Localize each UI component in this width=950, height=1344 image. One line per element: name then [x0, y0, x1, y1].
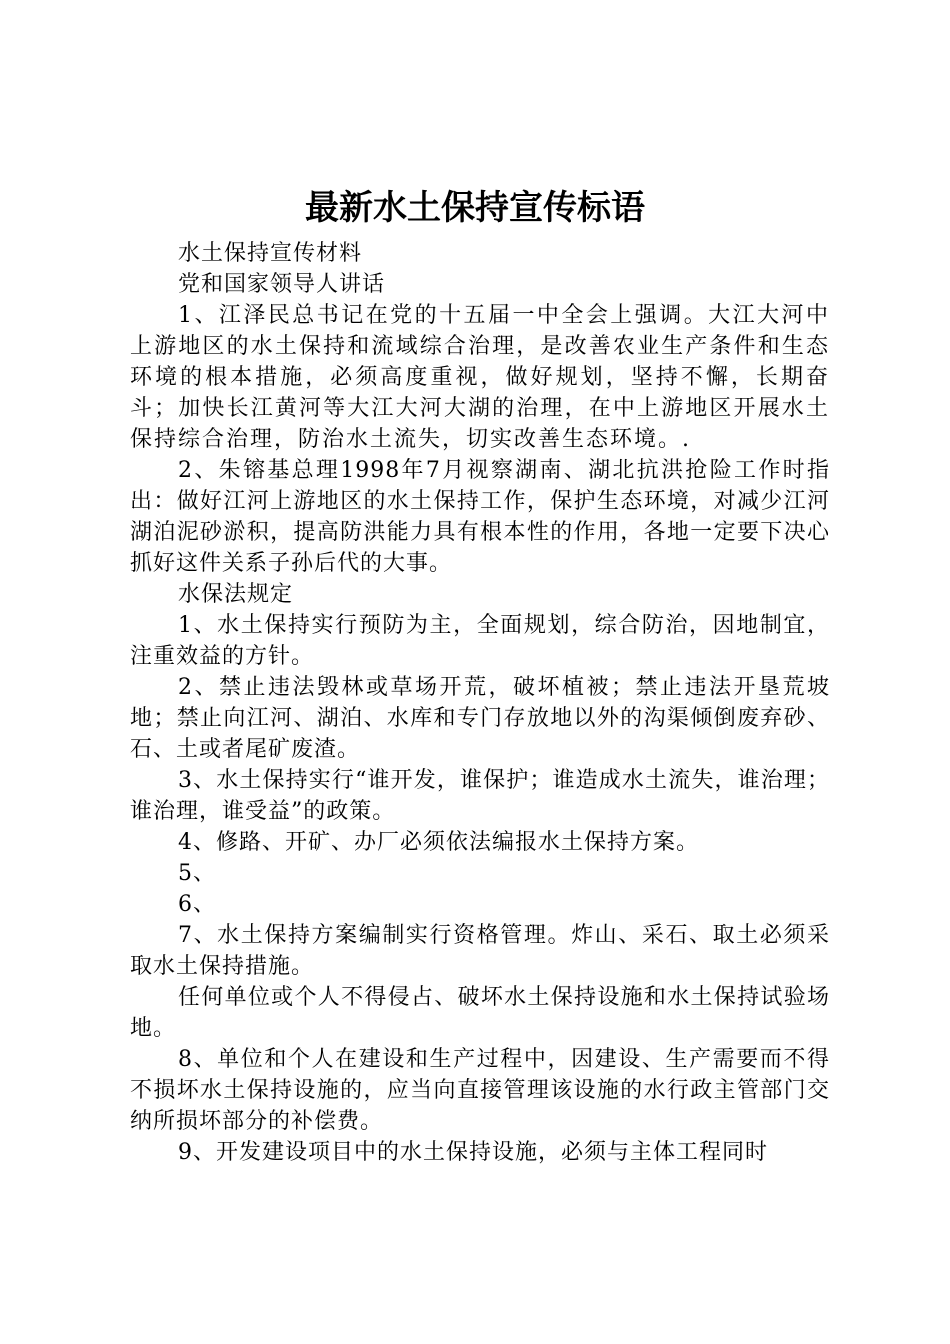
paragraph: 1、江泽民总书记在党的十五届一中全会上强调。大江大河中上游地区的水土保持和流域综合治理，是改善农业生产条件和生态环境的根本措施，必须高度重视，做好规划，坚持不懈，长期奋斗；加快长江黄河等大江大河大湖的治理，在中上游地区开展水土保持综合治理，防治水土流失，切实改善生态环境。.	[130, 303, 830, 452]
paragraph: 4、修路、开矿、办厂必须依法编报水土保持方案。	[178, 830, 699, 855]
paragraph: 6、	[178, 892, 216, 917]
document-title: 最新水土保持宣传标语	[305, 188, 645, 228]
paragraph: 3、水土保持实行“谁开发，谁保护；谁造成水土流失，谁治理；谁治理，谁受益”的政策。	[130, 768, 830, 824]
paragraph: 5、	[178, 861, 216, 886]
paragraph-subheading: 党和国家领导人讲话	[178, 272, 386, 297]
paragraph-subheading: 水保法规定	[178, 582, 294, 607]
paragraph: 1、水土保持实行预防为主，全面规划，综合防治，因地制宜，注重效益的方针。	[130, 613, 830, 669]
paragraph: 任何单位或个人不得侵占、破坏水土保持设施和水土保持试验场地。	[130, 985, 830, 1041]
paragraph: 2、朱镕基总理1998年7月视察湖南、湖北抗洪抢险工作时指出：做好江河上游地区的水土保持工作，保护生态环境，对减少江河湖泊泥砂淤积，提高防洪能力具有根本性的作用，各地一定要下决心抓好这件关系子孙后代的大事。	[130, 458, 830, 576]
paragraph-subheading: 水土保持宣传材料	[178, 241, 363, 266]
paragraph: 2、禁止违法毁林或草场开荒，破坏植被；禁止违法开垦荒坡地；禁止向江河、湖泊、水库和专门存放地以外的沟渠倾倒废弃砂、石、土或者尾矿废渣。	[130, 675, 830, 762]
paragraph: 7、水土保持方案编制实行资格管理。炸山、采石、取土必须采取水土保持措施。	[130, 923, 830, 979]
paragraph: 8、单位和个人在建设和生产过程中，因建设、生产需要而不得不损坏水土保持设施的，应当向直接管理该设施的水行政主管部门交纳所损坏部分的补偿费。	[130, 1047, 830, 1134]
paragraph: 9、开发建设项目中的水土保持设施，必须与主体工程同时	[178, 1140, 768, 1165]
document-body	[130, 238, 830, 1168]
